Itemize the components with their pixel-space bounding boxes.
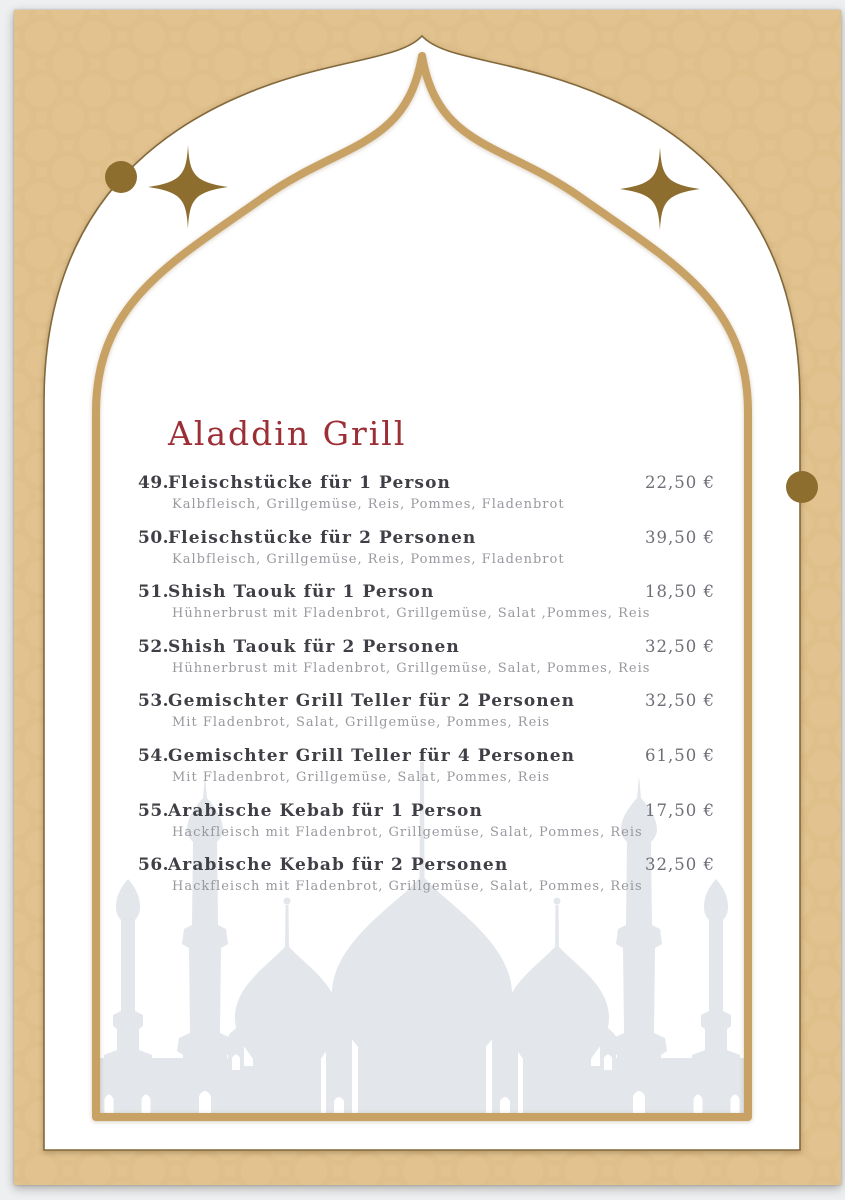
item-price: 32,50 € — [645, 691, 715, 711]
item-name: Fleischstücke für 1 Person — [168, 473, 451, 493]
item-number: 55. — [138, 800, 170, 821]
item-description: Hühnerbrust mit Fladenbrot, Grillgemüse, Salat, Pommes, Reis — [172, 660, 651, 676]
item-name: Gemischter Grill Teller für 2 Personen — [168, 691, 576, 712]
gold-dot-icon — [105, 161, 137, 193]
item-name: Shish Taouk für 1 Person — [168, 582, 435, 603]
item-number: 52. — [138, 636, 170, 657]
item-number: 54. — [138, 745, 170, 766]
item-name-line — [138, 581, 434, 603]
item-number: 53. — [138, 691, 170, 712]
menu-page — [14, 10, 841, 1185]
page-title: Aladdin Grill — [168, 414, 407, 453]
item-price: 39,50 € — [645, 527, 715, 547]
item-name: Arabische Kebab für 1 Person — [168, 800, 483, 821]
item-name-line — [138, 854, 508, 876]
item-price: 32,50 € — [645, 636, 715, 656]
menu-item — [138, 472, 715, 514]
item-number: 56. — [138, 855, 170, 876]
item-description: Hackfleisch mit Fladenbrot, Grillgemüse, Salat, Pommes, Reis — [172, 879, 643, 895]
item-price: 22,50 € — [645, 473, 715, 492]
menu-item — [138, 636, 715, 678]
item-number: 50. — [138, 527, 170, 548]
item-name-line — [138, 745, 575, 767]
item-description: Mit Fladenbrot, Salat, Grillgemüse, Pommes, Reis — [172, 715, 551, 731]
item-name-line — [138, 472, 451, 494]
item-number: 49. — [138, 473, 170, 493]
item-name-line — [138, 527, 476, 549]
item-name: Fleischstücke für 2 Personen — [168, 527, 477, 548]
menu-item — [138, 854, 715, 896]
item-name: Gemischter Grill Teller für 4 Personen — [168, 745, 576, 766]
item-price: 61,50 € — [645, 745, 715, 765]
item-description: Hühnerbrust mit Fladenbrot, Grillgemüse, Salat ,Pommes, Reis — [172, 606, 651, 622]
item-description: Kalbfleisch, Grillgemüse, Reis, Pommes, Fladenbrot — [172, 551, 565, 567]
item-name-line — [138, 690, 575, 712]
menu-item — [138, 745, 715, 787]
gold-dot-icon — [786, 471, 818, 503]
item-name: Arabische Kebab für 2 Personen — [168, 855, 509, 876]
item-number: 51. — [138, 582, 170, 603]
item-description: Kalbfleisch, Grillgemüse, Reis, Pommes, Fladenbrot — [172, 497, 565, 512]
item-price: 17,50 € — [645, 800, 715, 820]
item-description: Mit Fladenbrot, Grillgemüse, Salat, Pommes, Reis — [172, 769, 551, 785]
item-price: 32,50 € — [645, 855, 715, 875]
item-name: Shish Taouk für 2 Personen — [168, 636, 460, 657]
item-name-line — [138, 800, 483, 822]
menu-item — [138, 800, 715, 842]
item-price: 18,50 € — [645, 582, 715, 602]
menu-item — [138, 581, 715, 623]
menu-item — [138, 527, 715, 569]
menu-item — [138, 690, 715, 732]
item-description: Hackfleisch mit Fladenbrot, Grillgemüse, Salat, Pommes, Reis — [172, 824, 643, 840]
menu-list — [138, 472, 715, 909]
item-name-line — [138, 636, 460, 658]
